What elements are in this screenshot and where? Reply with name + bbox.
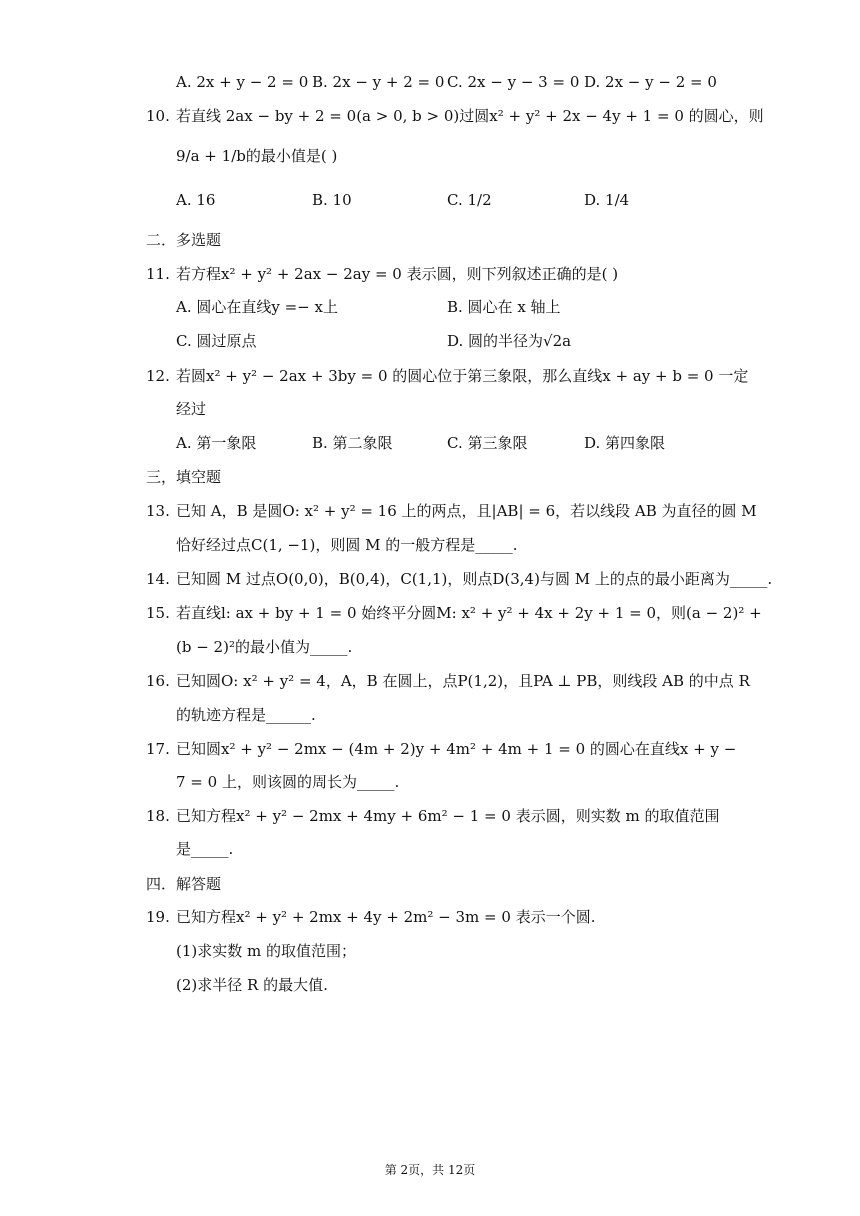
q9-option-b: B. 2x − y + 2 = 0 <box>312 73 445 91</box>
q10-option-d: D. 1/4 <box>584 191 630 209</box>
question-text: 经过 <box>176 400 207 418</box>
question-number: 17. <box>146 740 170 758</box>
q11-option-c: C. 圆过原点 <box>176 332 257 350</box>
question-text: 7 = 0 上，则该圆的周长为_____. <box>176 773 400 791</box>
question-number: 10. <box>146 107 170 125</box>
question-number: 14. <box>146 570 170 588</box>
sub-question: (2)求半径 R 的最大值. <box>176 976 328 994</box>
question-text: 的轨迹方程是______. <box>176 706 316 724</box>
q9-option-a: A. 2x + y − 2 = 0 <box>176 73 309 91</box>
question-number: 15. <box>146 604 170 622</box>
question-text: 已知圆 M 过点O(0,0)，B(0,4)，C(1,1)，则点D(3,4)与圆 M 上的点的最小距离为_____. <box>176 570 773 588</box>
q12-option-d: D. 第四象限 <box>584 434 666 452</box>
question-text: 恰好经过点C(1, −1)，则圆 M 的一般方程是_____. <box>176 536 518 554</box>
question-text: (b − 2)²的最小值为_____. <box>176 638 353 656</box>
question-number: 19. <box>146 908 170 926</box>
page-footer: 第 2页，共 12页 <box>384 1163 476 1177</box>
question-text: 已知 A，B 是圆O: x² + y² = 16 上的两点，且|AB| = 6，若以线段 AB 为直径的圆 M <box>176 502 757 520</box>
question-text: 若方程x² + y² + 2ax − 2ay = 0 表示圆，则下列叙述正确的是( ) <box>176 265 619 283</box>
section-heading: 三，填空题 <box>146 468 222 486</box>
q9-option-c: C. 2x − y − 3 = 0 <box>447 73 580 91</box>
question-text: 若圆x² + y² − 2ax + 3by = 0 的圆心位于第三象限，那么直线x + ay + b = 0 一定 <box>176 367 749 385</box>
q10-option-c: C. 1/2 <box>447 191 492 209</box>
q12-option-a: A. 第一象限 <box>176 434 257 452</box>
question-text: 是_____. <box>176 840 234 858</box>
q10-option-b: B. 10 <box>312 191 352 209</box>
question-text: 若直线 2ax − by + 2 = 0(a > 0, b > 0)过圆x² + y² + 2x − 4y + 1 = 0 的圆心，则 <box>176 107 764 125</box>
section-heading: 二．多选题 <box>146 231 222 249</box>
q11-option-d: D. 圆的半径为√2a <box>447 332 572 350</box>
q9-option-d: D. 2x − y − 2 = 0 <box>584 73 717 91</box>
question-number: 13. <box>146 502 170 520</box>
question-number: 16. <box>146 672 170 690</box>
q12-option-c: C. 第三象限 <box>447 434 528 452</box>
question-text: 9/a + 1/b的最小值是( ) <box>176 147 338 165</box>
question-text: 已知圆x² + y² − 2mx − (4m + 2)y + 4m² + 4m + 1 = 0 的圆心在直线x + y − <box>176 740 737 758</box>
question-text: 若直线l: ax + by + 1 = 0 始终平分圆M: x² + y² + 4x + 2y + 1 = 0，则(a − 2)² + <box>176 604 762 622</box>
question-number: 18. <box>146 807 170 825</box>
q10-option-a: A. 16 <box>176 191 216 209</box>
q11-option-b: B. 圆心在 x 轴上 <box>447 298 561 316</box>
q11-option-a: A. 圆心在直线y =− x上 <box>176 298 338 316</box>
question-text: 已知方程x² + y² − 2mx + 4my + 6m² − 1 = 0 表示圆，则实数 m 的取值范围 <box>176 807 720 825</box>
question-number: 11. <box>146 265 170 283</box>
section-heading: 四．解答题 <box>146 875 222 893</box>
question-number: 12. <box>146 367 170 385</box>
q12-option-b: B. 第二象限 <box>312 434 393 452</box>
question-text: 已知方程x² + y² + 2mx + 4y + 2m² − 3m = 0 表示一个圆. <box>176 908 596 926</box>
sub-question: (1)求实数 m 的取值范围； <box>176 942 357 960</box>
question-text: 已知圆O: x² + y² = 4，A，B 在圆上，点P(1,2)，且PA ⊥ PB，则线段 AB 的中点 R <box>176 672 750 690</box>
